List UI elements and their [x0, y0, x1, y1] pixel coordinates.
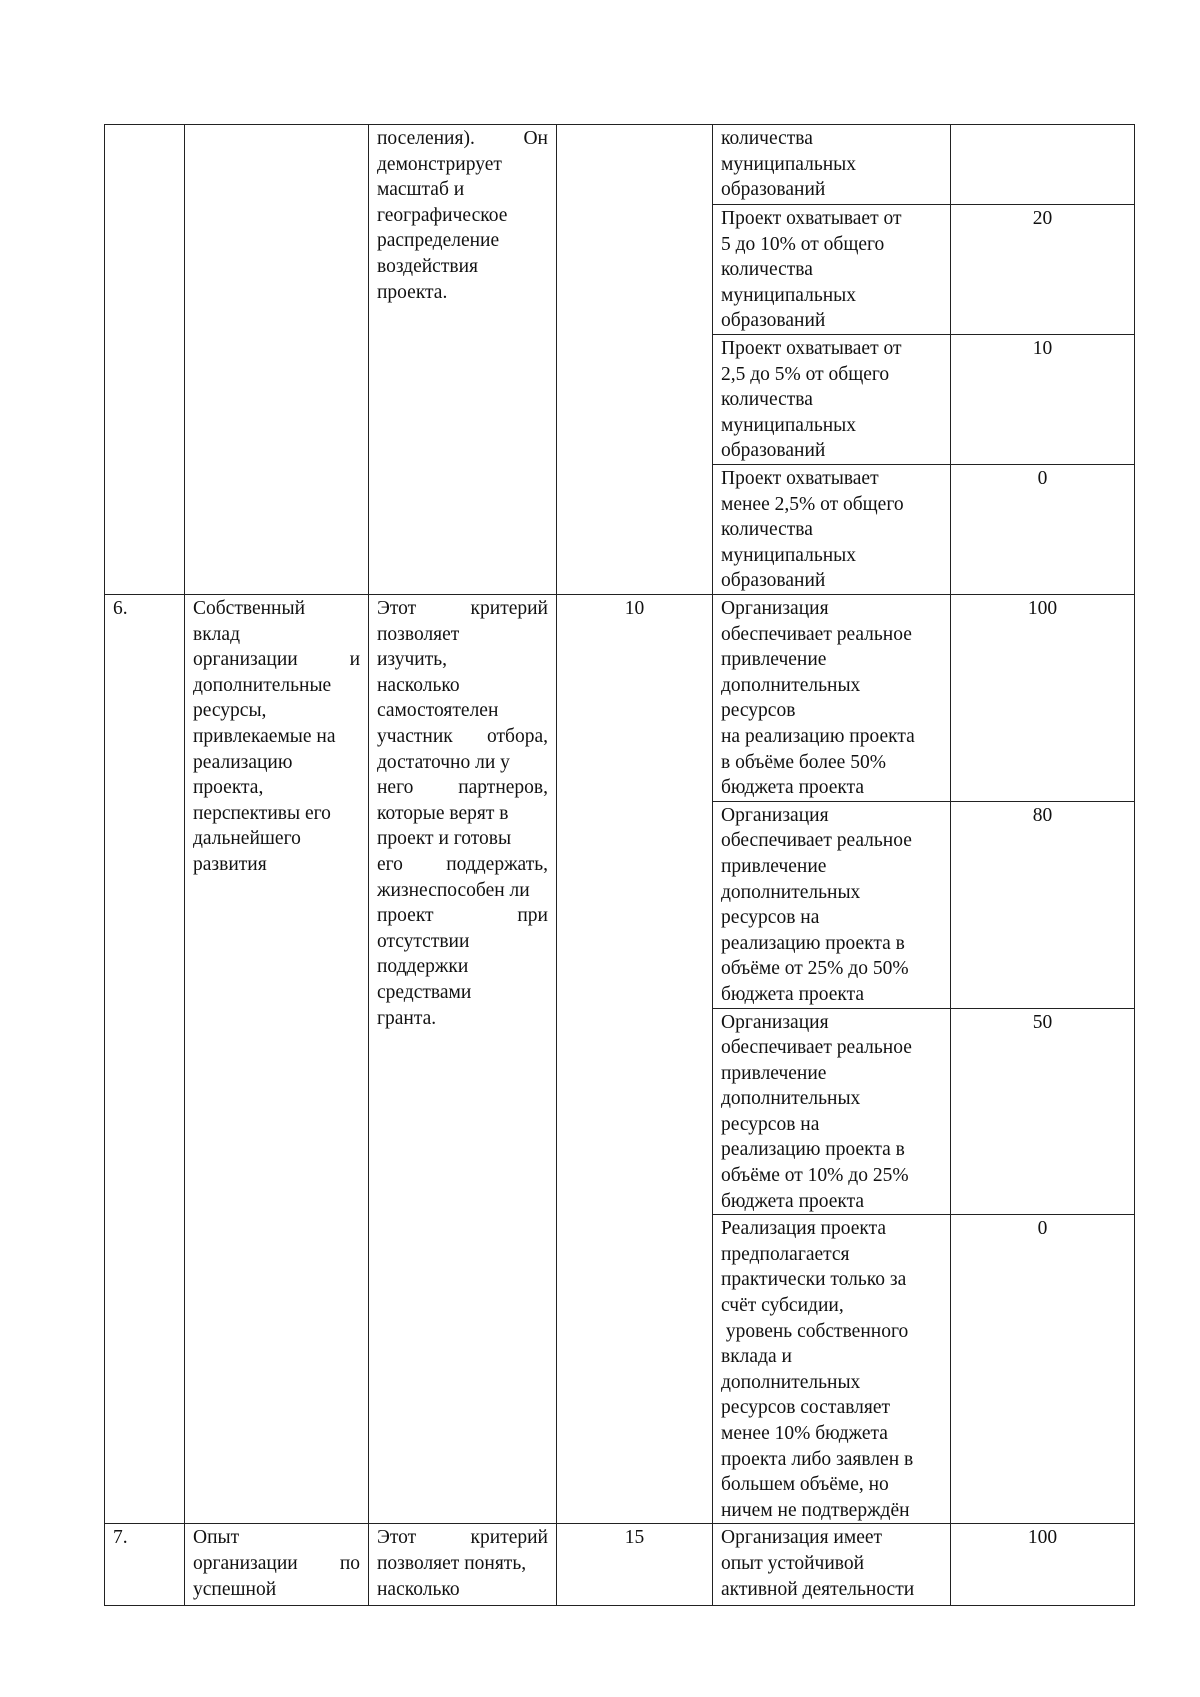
description-line: его поддержать,	[377, 853, 548, 875]
condition-line: образований	[721, 440, 826, 462]
condition-line: Реализация проекта	[721, 1218, 887, 1240]
option-condition	[713, 205, 951, 335]
condition-line: уровень собственного	[721, 1320, 909, 1342]
name-line: дальнейшего	[193, 828, 301, 850]
description-line: географическое	[377, 204, 508, 226]
description-line: позволяет понять,	[377, 1552, 527, 1574]
condition-line: объёме от 25% до 50%	[721, 958, 909, 980]
condition-line: образований	[721, 179, 826, 201]
criterion-number: 6.	[105, 595, 185, 1524]
condition-line: ресурсов	[721, 700, 796, 722]
description-line: проекта.	[377, 281, 448, 303]
condition-line: Проект охватывает от	[721, 338, 902, 359]
name-line: Опыт	[193, 1527, 240, 1549]
description-line: отсутствии	[377, 930, 470, 952]
condition-line: в объёме более 50%	[721, 751, 886, 773]
condition-line: предполагается	[721, 1243, 850, 1265]
criterion-description	[369, 125, 557, 595]
option-score: 20	[951, 205, 1135, 335]
description-line: воздействия	[377, 255, 478, 277]
table-row	[105, 125, 1135, 205]
criterion-number: 7.	[105, 1524, 185, 1606]
condition-line: объёме от 10% до 25%	[721, 1165, 909, 1187]
description-line: Этот критерий	[377, 1527, 548, 1549]
name-line: организации по	[193, 1552, 360, 1574]
option-condition	[713, 1524, 951, 1606]
condition-line: менее 10% бюджета	[721, 1423, 888, 1444]
name-line: вклад	[193, 623, 240, 645]
condition-line: бюджета проекта	[721, 1190, 865, 1212]
condition-line: обеспечивает реальное	[721, 830, 912, 852]
table-row	[105, 1524, 1135, 1606]
name-line: дополнительные	[193, 674, 332, 696]
description-line: демонстрирует	[377, 153, 502, 175]
description-line: поселения). Он	[377, 128, 548, 149]
option-condition	[713, 1008, 951, 1215]
criterion-description	[369, 1524, 557, 1606]
option-score	[951, 125, 1135, 205]
description-line: Этот критерий	[377, 598, 548, 619]
condition-line: муниципальных	[721, 414, 857, 436]
condition-line: количества	[721, 519, 813, 541]
condition-line: менее 2,5% от общего	[721, 493, 904, 515]
condition-line: 2,5 до 5% от общего	[721, 363, 890, 385]
condition-line: практически только за	[721, 1269, 907, 1291]
name-line: проекта,	[193, 777, 264, 799]
criterion-weight: 15	[557, 1524, 713, 1606]
description-line: жизнеспособен ли	[377, 879, 530, 901]
condition-line: дополнительных	[721, 1371, 861, 1393]
description-line: поддержки	[377, 956, 469, 978]
condition-line: Организация	[721, 598, 829, 619]
description-line: достаточно ли у	[377, 751, 510, 773]
description-line: проект и готовы	[377, 828, 512, 850]
option-condition	[713, 1215, 951, 1524]
description-line: самостоятелен	[377, 700, 499, 722]
condition-line: активной деятельности	[721, 1578, 915, 1600]
name-line: реализацию	[193, 751, 293, 773]
option-score: 0	[951, 1215, 1135, 1524]
option-score: 50	[951, 1008, 1135, 1215]
name-line: развития	[193, 853, 267, 875]
condition-line: ресурсов на	[721, 907, 820, 929]
condition-line: ничем не подтверждён	[721, 1499, 910, 1521]
description-line: насколько	[377, 674, 460, 696]
criterion-description	[369, 595, 557, 1524]
condition-line: на реализацию проекта	[721, 725, 915, 747]
condition-line: счёт субсидии,	[721, 1295, 844, 1317]
description-line: которые верят в	[377, 802, 509, 824]
condition-line: образований	[721, 310, 826, 332]
option-score: 10	[951, 335, 1135, 465]
name-line: перспективы его	[193, 802, 331, 824]
condition-line: Проект охватывает от	[721, 208, 902, 229]
description-line: гранта.	[377, 1007, 437, 1029]
criteria-table	[104, 124, 1135, 1606]
description-line: распределение	[377, 230, 500, 252]
option-score: 100	[951, 595, 1135, 802]
name-line: ресурсы,	[193, 700, 267, 722]
option-condition	[713, 801, 951, 1008]
option-score: 80	[951, 801, 1135, 1008]
condition-line: реализацию проекта в	[721, 932, 905, 954]
condition-line: количества	[721, 389, 813, 411]
condition-line: привлечение	[721, 1062, 827, 1084]
condition-line: дополнительных	[721, 674, 861, 696]
condition-line: Проект охватывает	[721, 468, 879, 489]
name-line: Собственный	[193, 598, 306, 619]
option-condition	[713, 595, 951, 802]
condition-line: дополнительных	[721, 881, 861, 903]
condition-line: 5 до 10% от общего	[721, 233, 885, 255]
option-condition	[713, 125, 951, 205]
name-line: организации и	[193, 649, 360, 671]
condition-line: опыт устойчивой	[721, 1552, 865, 1574]
description-line: насколько	[377, 1578, 460, 1600]
condition-line: муниципальных	[721, 153, 857, 175]
condition-line: реализацию проекта в	[721, 1139, 905, 1161]
description-line: проект при	[377, 905, 548, 927]
description-line: позволяет	[377, 623, 460, 645]
condition-line: образований	[721, 570, 826, 592]
condition-line: ресурсов составляет	[721, 1397, 891, 1419]
criterion-number	[105, 125, 185, 595]
criterion-name	[185, 1524, 369, 1606]
condition-line: привлечение	[721, 855, 827, 877]
condition-line: количества	[721, 259, 813, 281]
criterion-weight	[557, 125, 713, 595]
condition-line: дополнительных	[721, 1088, 861, 1110]
condition-line: Организация	[721, 1011, 829, 1033]
name-line: успешной	[193, 1578, 277, 1600]
condition-line: Организация имеет	[721, 1527, 883, 1549]
criterion-name	[185, 595, 369, 1524]
condition-line: количества	[721, 128, 813, 149]
option-condition	[713, 335, 951, 465]
condition-line: обеспечивает реальное	[721, 1037, 912, 1059]
name-line: привлекаемые на	[193, 725, 336, 747]
condition-line: бюджета проекта	[721, 983, 865, 1005]
description-line: него партнеров,	[377, 777, 548, 799]
description-line: участник отбора,	[377, 725, 548, 747]
criterion-name	[185, 125, 369, 595]
condition-line: обеспечивает реальное	[721, 623, 912, 645]
condition-line: привлечение	[721, 649, 827, 671]
condition-line: Организация	[721, 804, 829, 826]
option-score: 0	[951, 465, 1135, 595]
condition-line: муниципальных	[721, 544, 857, 566]
description-line: изучить,	[377, 649, 448, 671]
condition-line: вклада и	[721, 1346, 792, 1368]
option-condition	[713, 465, 951, 595]
table-row	[105, 595, 1135, 802]
criterion-weight: 10	[557, 595, 713, 1524]
description-line: масштаб и	[377, 179, 465, 201]
description-line: средствами	[377, 981, 472, 1003]
condition-line: большем объёме, но	[721, 1474, 889, 1496]
condition-line: бюджета проекта	[721, 777, 865, 799]
condition-line: ресурсов на	[721, 1113, 820, 1135]
condition-line: проекта либо заявлен в	[721, 1448, 914, 1470]
condition-line: муниципальных	[721, 284, 857, 306]
option-score: 100	[951, 1524, 1135, 1606]
